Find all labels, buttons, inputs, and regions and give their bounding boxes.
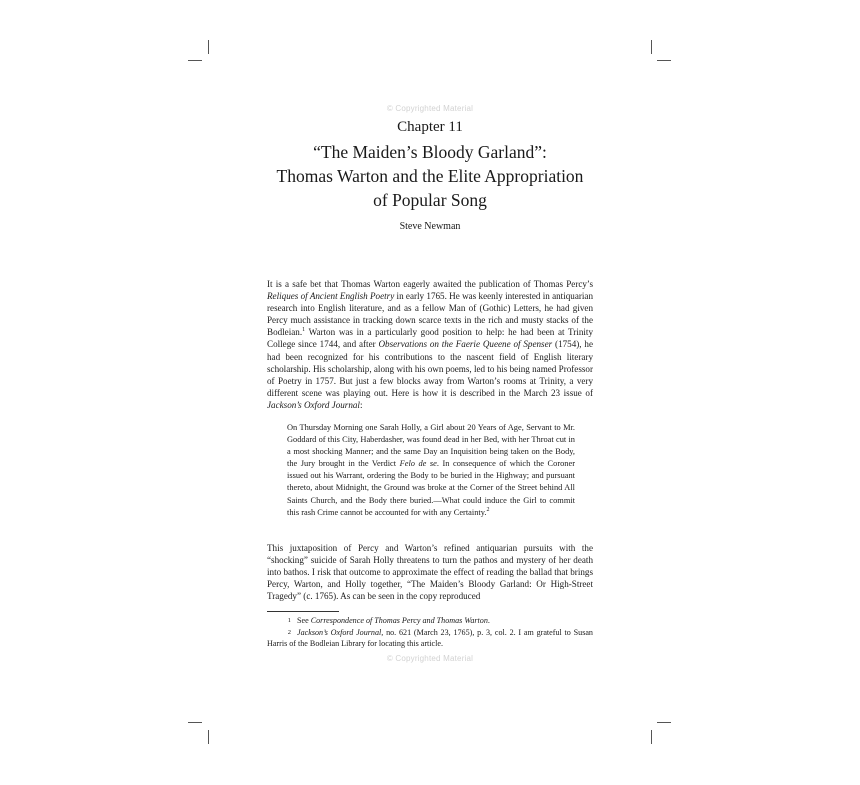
footnotes xyxy=(267,615,593,650)
p1-text-d: (1754), he had been recognized for his contributions to the nascent field of English literary scholarship. His scholarship, along with his own poems, led to his being named Professor of Poetry in 1757. But just a few blocks away from Warton’s rooms at Trinity, a very different scene was playing out. Here is how it is described in the March 23 issue of xyxy=(267,339,593,398)
p1-text-b: in early 1765. He was keenly interested in antiquarian research into English literature, and as a fellow Man of (Gothic) Letters, he had given Percy much assistance in tracking down scarce texts in the rich and musty stacks of the Bodleian. xyxy=(267,291,594,338)
crop-mark-bottom-left-vertical xyxy=(208,730,209,744)
body-paragraph-1 xyxy=(267,278,593,411)
author-name: Steve Newman xyxy=(399,221,461,232)
footnote-1-number: 1 xyxy=(287,617,291,624)
footnote-2-number: 2 xyxy=(287,628,291,636)
chapter-title-line-3: of Popular Song xyxy=(373,190,487,210)
quote-felo-de-se: Felo de se xyxy=(399,459,437,469)
block-quote xyxy=(287,422,575,519)
chapter-heading xyxy=(0,118,860,232)
body-paragraph-2 xyxy=(267,542,593,602)
copyright-watermark-bottom: © Copyrighted Material xyxy=(386,654,474,663)
p1-text-e: : xyxy=(359,399,363,410)
footnote-2 xyxy=(267,627,593,650)
crop-mark-top-right-vertical xyxy=(651,40,652,54)
crop-mark-bottom-right-vertical xyxy=(651,730,652,744)
footnote-2-italic: Jackson’s Oxford Journal xyxy=(297,627,382,637)
footnote-ref-1: 1 xyxy=(302,327,306,334)
p1-text-a: It is a safe bet that Thomas Warton eagerly awaited the publication of Thomas Percy’s xyxy=(267,279,593,289)
crop-mark-top-right-horizontal xyxy=(657,60,671,61)
crop-mark-top-left-horizontal xyxy=(188,60,202,61)
quote-text-b: . In consequence of which the Coroner issued out his Warrant, ordering the Body to be buried in the Highway; and pursuant thereto, about Midnight, the Ground was broke at the Corner of the Street behind All Saints Church, and the Body there buried.—What could induce the Girl to commit this rash Crime cannot be accounted for with any Certainty. xyxy=(287,459,575,517)
footnote-1 xyxy=(267,615,593,627)
p2-text: This juxtaposition of Percy and Warton’s refined antiquarian pursuits with the “shocking” suicide of Sarah Holly threatens to turn the pathos and mystery of her death into bathos. I risk that outcome to approximate the effect of reading the ballad that brings Percy, Warton, and Holly together, “The Maiden’s Bloody Garland: Or High-Street Tragedy” (c. 1765). As can be seen in the copy reproduced xyxy=(267,543,593,602)
p1-journal-title: Jackson’s Oxford Journal xyxy=(267,399,360,410)
p1-text-c: Warton was in a particularly good position to help: he had been at Trinity College since 1744, and after xyxy=(267,327,593,350)
crop-mark-bottom-right-horizontal xyxy=(657,722,671,723)
chapter-title-line-2: Thomas Warton and the Elite Appropriation xyxy=(276,166,584,186)
footnote-separator xyxy=(267,611,339,612)
footnote-2-post: , no. 621 (March 23, 1765), p. 3, col. 2. I am grateful to Susan Harris of the Bodleian Library for locating this article. xyxy=(267,627,593,648)
chapter-title-line-1: “The Maiden’s Bloody Garland”: xyxy=(313,142,547,162)
footnote-1-pre: See xyxy=(297,616,311,625)
footnote-1-italic: Correspondence of Thomas Percy and Thomas Warton xyxy=(310,616,488,625)
chapter-label: Chapter 11 xyxy=(397,119,463,135)
footnote-ref-2: 2 xyxy=(486,506,490,513)
chapter-title xyxy=(0,140,860,212)
p1-observations-title: Observations on the Faerie Queene of Spenser xyxy=(378,339,553,350)
quote-text-a: On Thursday Morning one Sarah Holly, a Girl about 20 Years of Age, Servant to Mr. Goddard of this City, Haberdasher, was found dead in her Bed, with her Throat cut in a most shocking Manner; and the same Day an Inquisition being taken on the Body, the Jury brought in the Verdict xyxy=(287,423,575,469)
crop-mark-bottom-left-horizontal xyxy=(188,722,202,723)
p1-reliques-title: Reliques of Ancient English Poetry xyxy=(267,291,395,302)
footnote-1-post: . xyxy=(487,616,490,625)
copyright-watermark-top: © Copyrighted Material xyxy=(386,104,474,113)
crop-mark-top-left-vertical xyxy=(208,40,209,54)
